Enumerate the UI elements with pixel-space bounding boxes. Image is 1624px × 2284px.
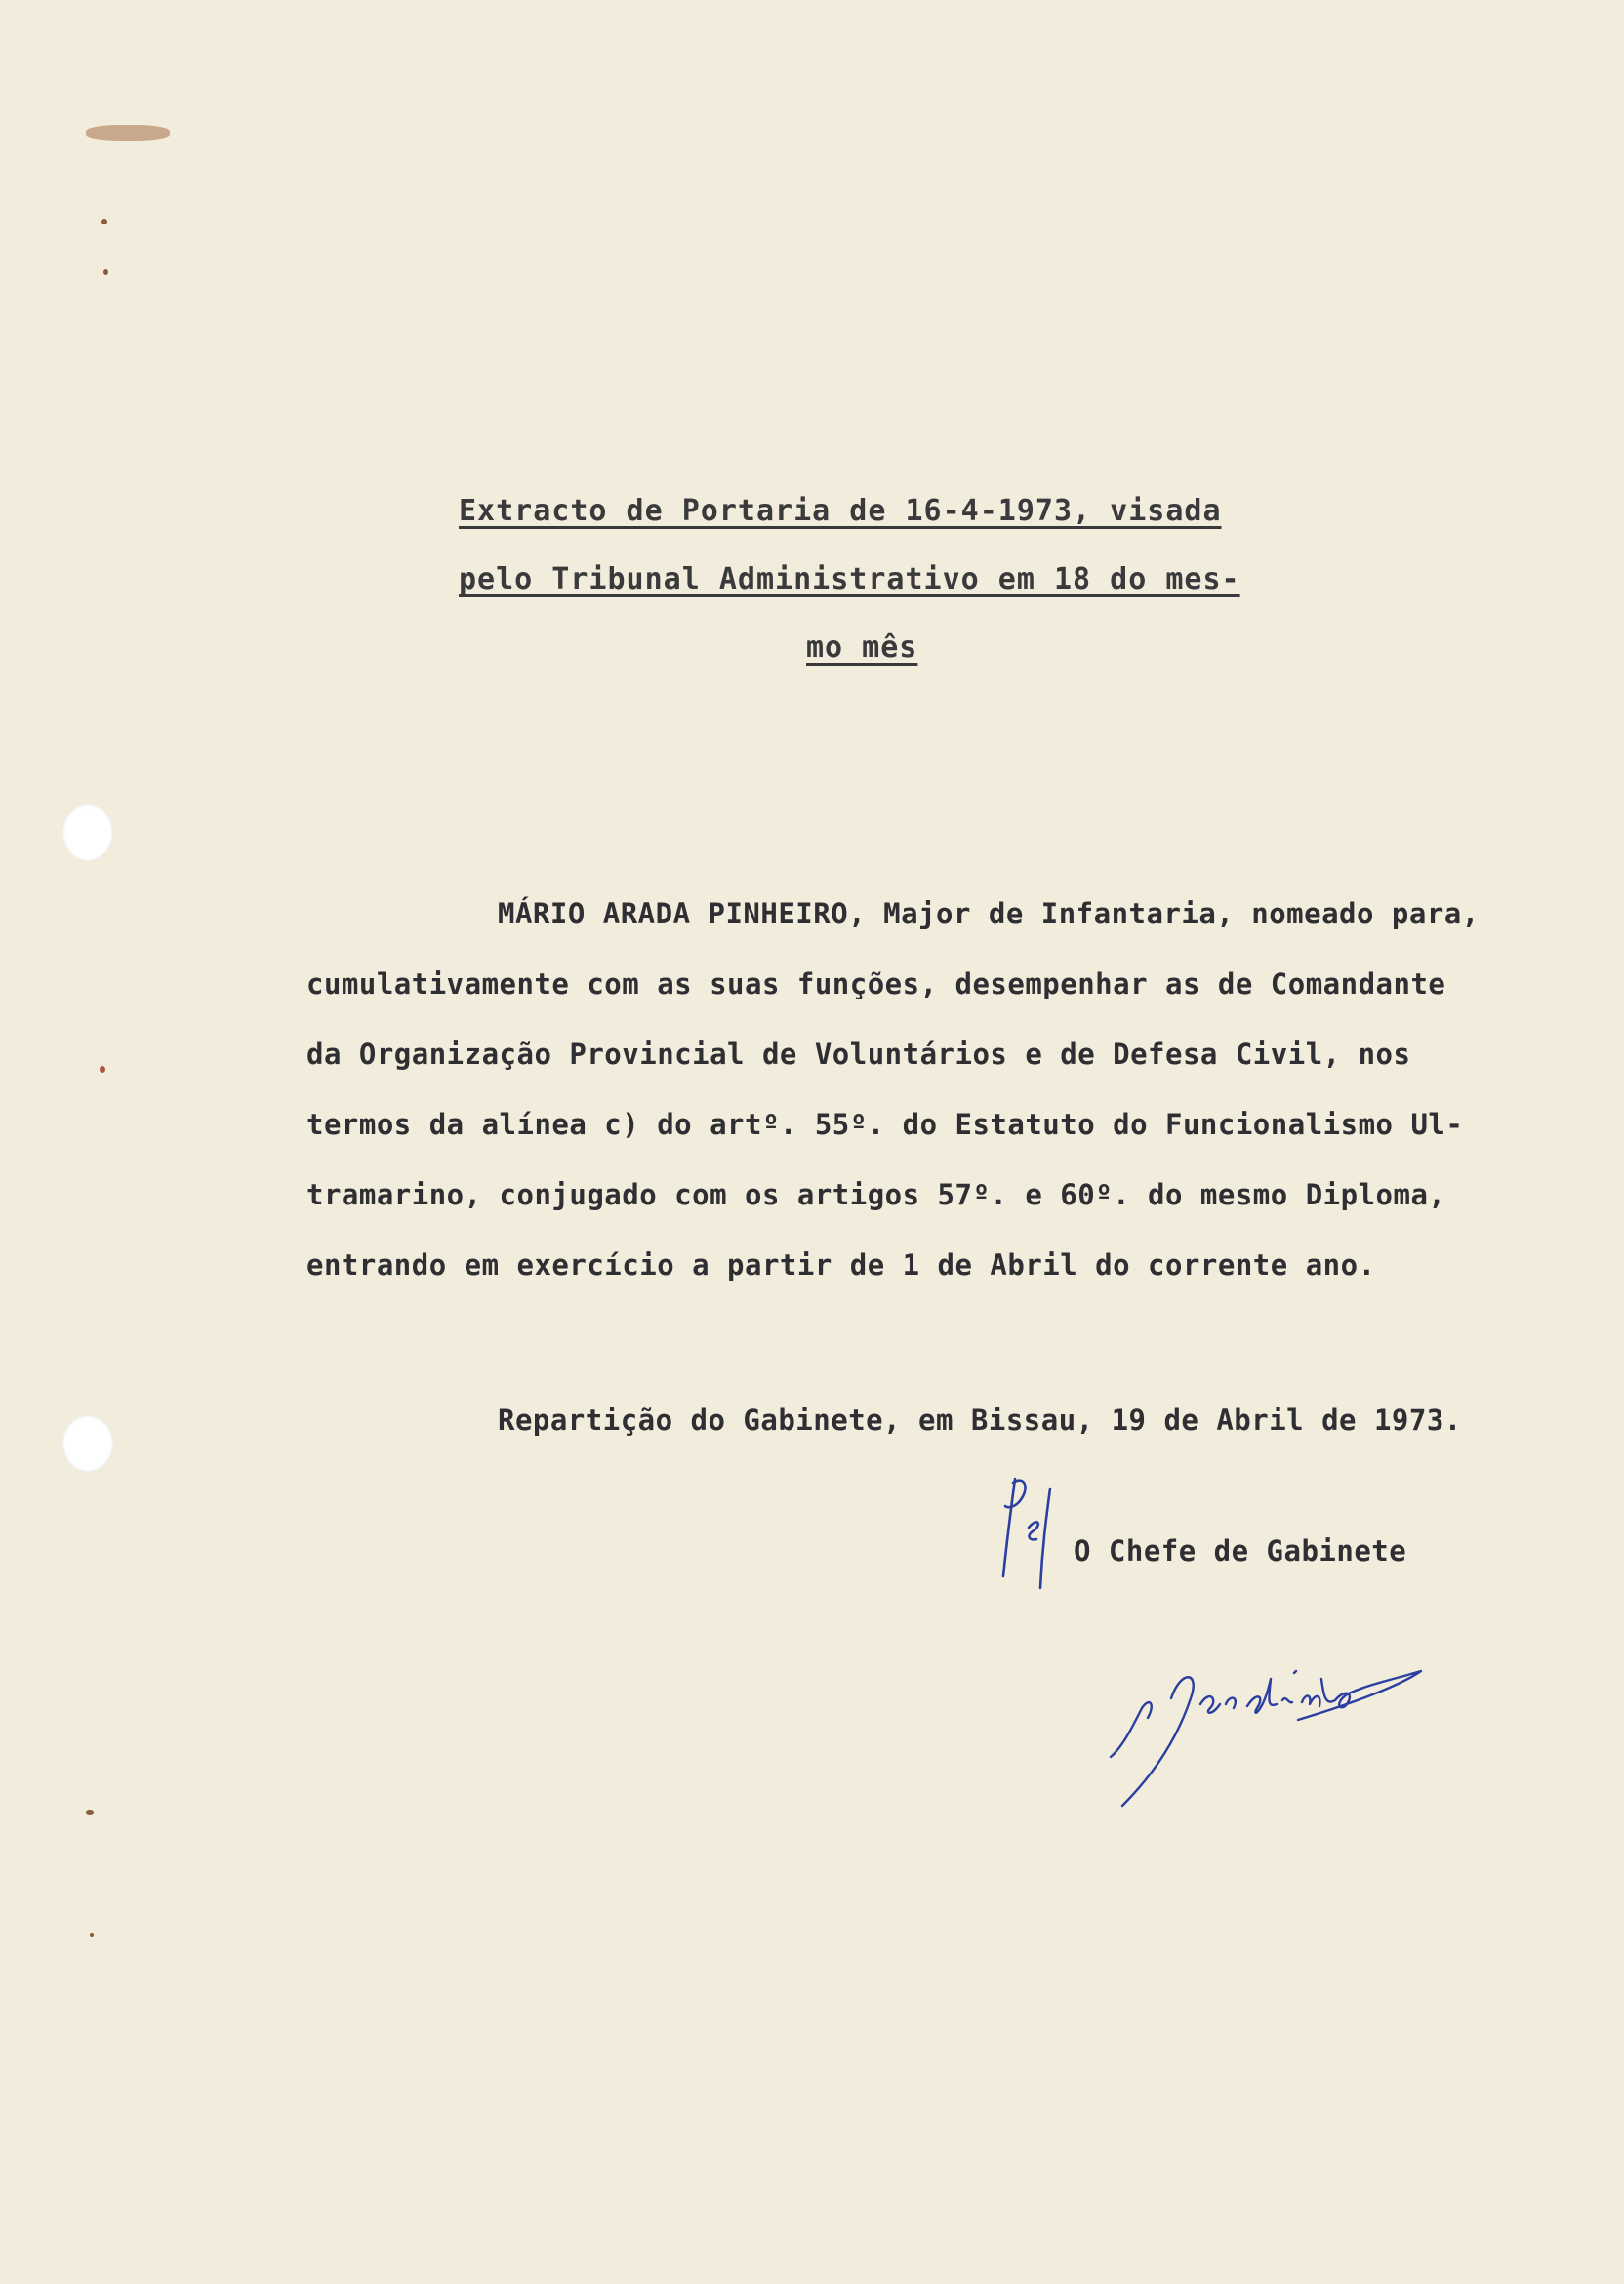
rust-mark (86, 125, 170, 141)
rust-speck (102, 219, 107, 224)
signatory-title: O Chefe de Gabinete (1074, 1534, 1407, 1568)
body-line: MÁRIO ARADA PINHEIRO, Major de Infantaria, nomeado para, (498, 897, 1480, 930)
body-line: termos da alínea c) do artº. 55º. do Estatuto do Funcionalismo Ul- (306, 1108, 1464, 1141)
body-paragraph (306, 878, 1575, 1300)
document-title-line-3: mo mês (806, 631, 918, 665)
document-title-line-1: Extracto de Portaria de 16-4-1973, visada (459, 494, 1222, 528)
punch-hole-bottom (62, 1415, 113, 1472)
body-line: tramarino, conjugado com os artigos 57º. e 60º. do mesmo Diploma, (306, 1178, 1446, 1211)
signature (1103, 1611, 1435, 1825)
pel-handwritten-mark (986, 1469, 1064, 1596)
punch-hole-top (62, 804, 113, 861)
body-line: da Organização Provincial de Voluntários e de Defesa Civil, nos (306, 1038, 1411, 1071)
rust-speck (100, 1066, 105, 1073)
rust-speck (103, 269, 108, 275)
document-title-line-2: pelo Tribunal Administrativo em 18 do mes- (459, 562, 1240, 596)
place-date-line: Repartição do Gabinete, em Bissau, 19 de Abril de 1973. (498, 1404, 1462, 1437)
body-line: entrando em exercício a partir de 1 de Abril do corrente ano. (306, 1248, 1376, 1282)
rust-speck (90, 1933, 94, 1937)
body-line: cumulativamente com as suas funções, desempenhar as de Comandante (306, 967, 1446, 1000)
rust-speck (86, 1810, 94, 1815)
